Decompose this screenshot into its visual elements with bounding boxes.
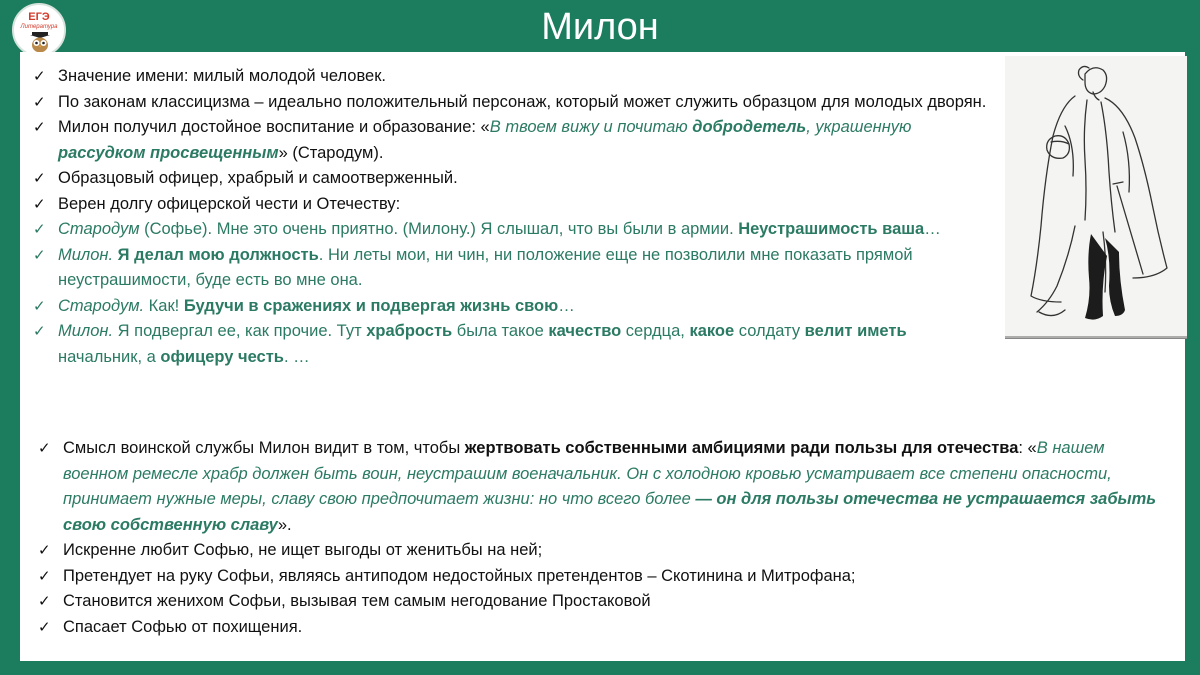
check-icon: ✓ — [38, 618, 51, 636]
list-item: ✓ Претендует на руку Софьи, являясь антиподом недостойных претендентов – Скотинина и Митрофана; — [25, 564, 1170, 590]
list-item: ✓ Значение имени: милый молодой человек. — [20, 64, 995, 90]
check-icon: ✓ — [38, 440, 51, 457]
list-item: ✓ Спасает Софью от похищения. — [25, 615, 1170, 641]
list-item: ✓ Искренне любит Софью, не ищет выгоды от женитьбы на ней; — [25, 538, 1170, 564]
check-icon: ✓ — [38, 542, 51, 559]
check-icon: ✓ — [33, 221, 46, 238]
list-item: ✓ По законам классицизма – идеально положительный персонаж, который может служить образцом для молодых дворян. — [20, 90, 995, 116]
page-title: Милон — [541, 6, 659, 48]
list-item: ✓ Становится женихом Софьи, вызывая тем самым негодование Простаковой — [25, 589, 1170, 615]
list-item: ✓ Образцовый офицер, храбрый и самоотверженный. — [20, 166, 995, 192]
check-icon: ✓ — [33, 297, 46, 315]
logo-title: ЕГЭ — [28, 11, 50, 23]
check-icon: ✓ — [33, 170, 46, 187]
check-icon: ✓ — [38, 593, 51, 610]
quote-item: ✓ Милон. Я делал мою должность. Ни леты мои, ни чин, ни положение еще не позволили мне показать прямой неустрашимости, буде есть во мне она. — [20, 243, 995, 294]
check-icon: ✓ — [33, 93, 46, 111]
check-icon: ✓ — [33, 195, 46, 213]
content-panel — [20, 52, 1185, 661]
milon-illustration — [1005, 56, 1187, 339]
logo — [12, 3, 66, 57]
traits-list — [20, 64, 995, 370]
list-item: ✓ Милон получил достойное воспитание и образование: «В твоем вижу и почитаю добродетель, украшенную рассудком просвещенным» (Стародум). — [20, 115, 995, 166]
check-icon: ✓ — [33, 119, 46, 136]
logo-subtitle: Литература — [20, 24, 58, 30]
list-item: ✓ Смысл воинской службы Милон видит в том, чтобы жертвовать собственными амбициями ради пользы для отечества: «В нашем военном ремесле храбр должен быть воин, неустрашим военачальник. Он с холодною кровью усматривает все степени опасности, принимает нужные меры, славу свою предпочитает жизни: но что всего более — он для пользы отечества не устрашается забыть свою собственную славу». — [25, 436, 1170, 538]
quote-item: ✓ Стародум. Как! Будучи в сражениях и подвергая жизнь свою… — [20, 294, 995, 320]
check-icon: ✓ — [33, 68, 46, 85]
quote-item: ✓ Стародум (Софье). Мне это очень приятно. (Милону.) Я слышал, что вы были в армии. Неустрашимость ваша… — [20, 217, 995, 243]
check-icon: ✓ — [33, 323, 46, 340]
check-icon: ✓ — [38, 567, 51, 585]
check-icon: ✓ — [33, 246, 46, 264]
list-item: ✓ Верен долгу офицерской чести и Отечеству: — [20, 192, 995, 218]
service-list — [25, 436, 1170, 640]
title-bar — [0, 0, 1200, 50]
owl-icon — [28, 31, 52, 53]
quote-item: ✓ Милон. Я подвергал ее, как прочие. Тут храбрость была такое качество сердца, какое солдату велит иметь начальник, а офицеру честь. … — [20, 319, 995, 370]
